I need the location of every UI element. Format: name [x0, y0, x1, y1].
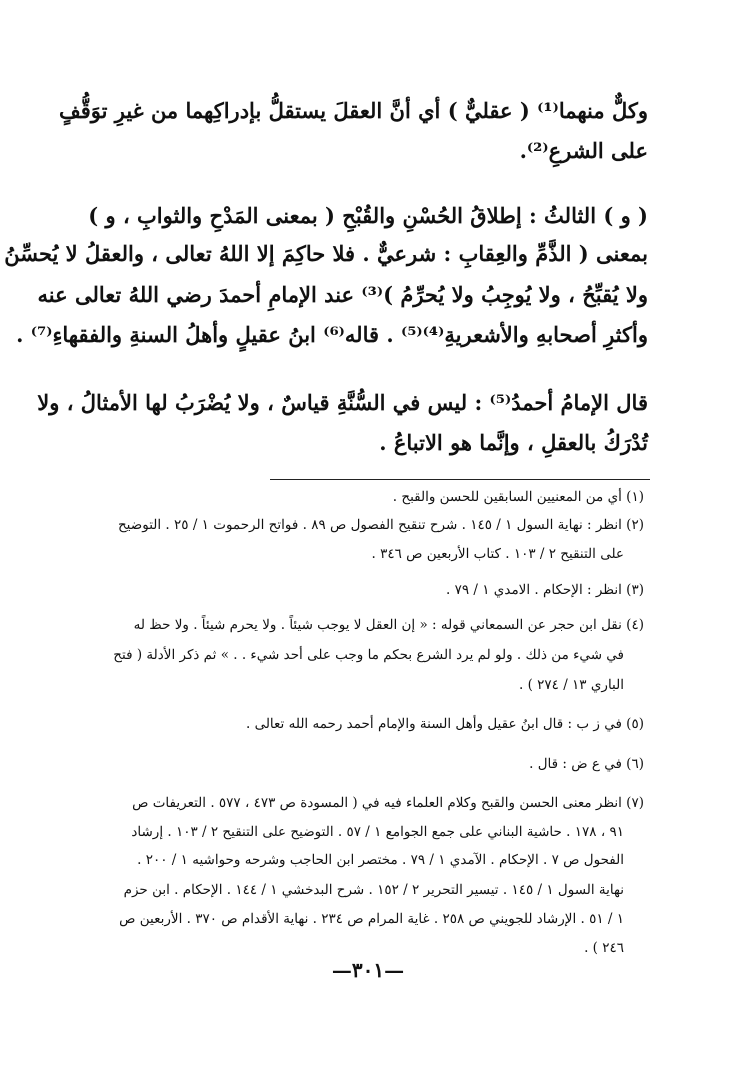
- body-line: تُدْرَكُ بالعقلِ ، وإنَّما هو الاتباعُ .: [379, 430, 648, 455]
- body-line: وكلٌّ منهما⁽¹⁾ ( عقليٌّ ) أي أنَّ العقلَ يستقلُّ بإدراكِهما من غيرِ توَقُّفٍ: [58, 98, 648, 123]
- body-line: ( و ) الثالثُ : إطلاقُ الحُسْنِ والقُبْحِ ( بمعنى المَدْحِ والثوابِ ، و ): [88, 203, 648, 228]
- footnote-continuation: ١ / ٥١ . الإرشاد للجويني ص ٢٥٨ . غاية المرام ص ٢٣٤ . نهاية الأقدام ص ٣٧٠ . الأربعين ص: [119, 911, 624, 927]
- footnote-continuation: على التنقيح ٢ / ١٠٣ . كتاب الأربعين ص ٣٤٦ .: [371, 546, 624, 562]
- body-line: قال الإمامُ أحمدُ⁽⁵⁾ : ليس في السُّنَّةِ قياسٌ ، ولا يُضْرَبُ لها الأمثالُ ، ولا: [37, 390, 648, 415]
- footnote-continuation: الباري ١٣ / ٢٧٤ ) .: [519, 677, 624, 693]
- body-line: وأكثرِ أصحابهِ والأشعريةِ⁽⁴⁾⁽⁵⁾ . قاله⁽⁶⁾ ابنُ عقيلٍ وأهلُ السنةِ والفقهاءِ⁽⁷⁾ .: [16, 322, 648, 347]
- footnote: (٤) نقل ابن حجر عن السمعاني قوله : « إن العقل لا يوجب شيئاً . ولا يحرم شيئاً . ولا حظ له: [133, 617, 644, 633]
- footnote-continuation: ٩١ ، ١٧٨ . حاشية البناني على جمع الجوامع ١ / ٥٧ . التوضيح على التنقيح ٢ / ١٠٣ . إرشاد: [131, 824, 624, 840]
- body-line: ولا يُقبِّحُ ، ولا يُوجِبُ ولا يُحرِّمُ )⁽³⁾ عند الإمامِ أحمدَ رضي اللهُ تعالى عنه: [37, 282, 648, 307]
- footnote-continuation: ٢٤٦ ) .: [584, 940, 624, 956]
- footnote-continuation: في شيء من ذلك . ولو لم يرد الشرع بحكم ما وجب على أحد شيء . . » ثم ذكر الأدلة ( فتح: [113, 647, 624, 663]
- footnote: (٧) انظر معنى الحسن والقبح وكلام العلماء فيه في ( المسودة ص ٤٧٣ ، ٥٧٧ . التعريفات ص: [132, 795, 644, 811]
- footnote-separator: [270, 479, 650, 480]
- footnote: (٥) في ز ب : قال ابنُ عقيل وأهل السنة والإمام أحمد رحمه الله تعالى .: [245, 716, 644, 732]
- footnote: (٦) في ع ض : قال .: [529, 756, 644, 772]
- page-number: —٣٠١—: [331, 958, 405, 982]
- footnote: (١) أي من المعنيين السابقين للحسن والقبح .: [392, 489, 644, 505]
- footnote: (٢) انظر : نهاية السول ١ / ١٤٥ . شرح تنقيح الفصول ص ٨٩ . فواتح الرحموت ١ / ٢٥ . التوضيح: [117, 517, 644, 533]
- footnote: (٣) انظر : الإحكام . الامدي ١ / ٧٩ .: [445, 582, 644, 598]
- footnote-continuation: نهاية السول ١ / ١٤٥ . تيسير التحرير ٢ / ١٥٢ . شرح البدخشي ١ / ١٤٤ . الإحكام . ابن حزم: [123, 882, 624, 898]
- body-line: على الشرعِ⁽²⁾.: [519, 138, 648, 163]
- body-line: بمعنى ( الذَّمِّ والعِقابِ : شرعيٌّ . فلا حاكِمَ إلا اللهُ تعالى ، والعقلُ لا يُحسِّنُ: [4, 241, 648, 266]
- footnote-continuation: الفحول ص ٧ . الإحكام . الآمدي ١ / ٧٩ . مختصر ابن الحاجب وشرحه وحواشيه ١ / ٢٠٠ .: [137, 852, 624, 868]
